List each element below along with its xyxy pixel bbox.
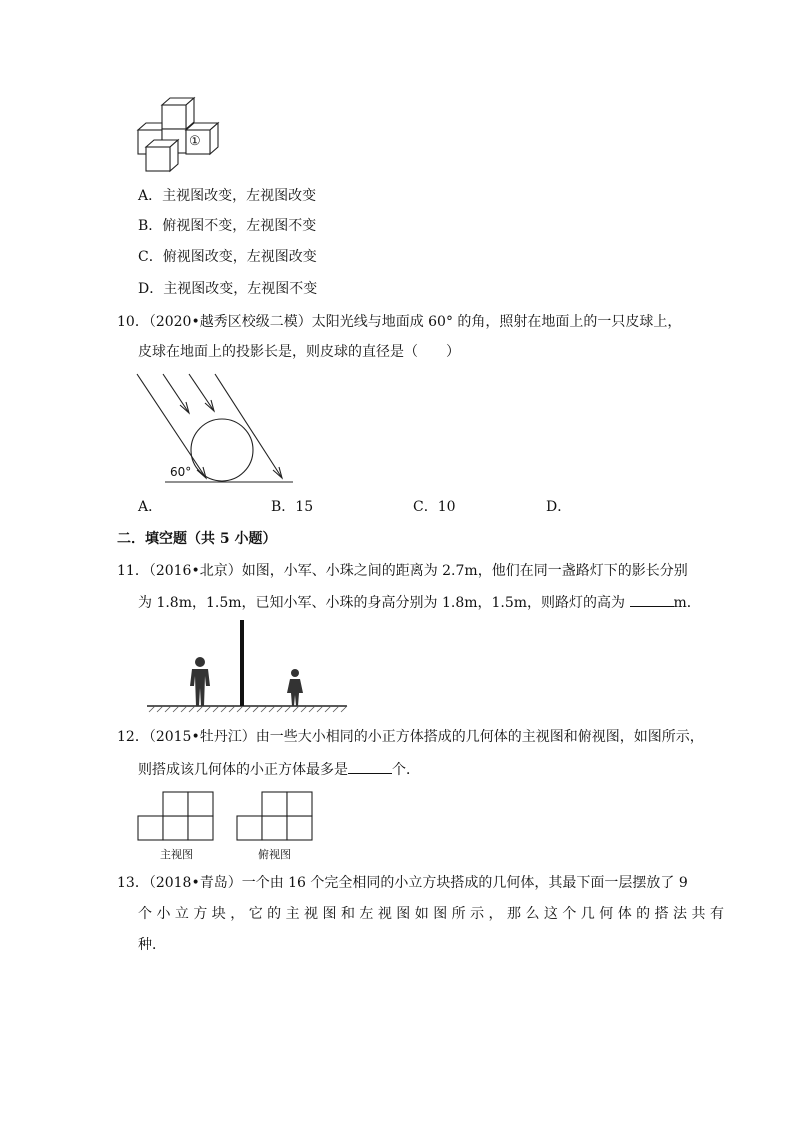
option-letter: B．	[271, 499, 296, 515]
q10-stem-line2: 皮球在地面上的投影长是，则皮球的直径是（ ）	[138, 344, 460, 360]
q12-unit: 个．	[392, 762, 420, 778]
option-text: 15	[295, 499, 314, 515]
option-text: 俯视图改变，左视图改变	[162, 249, 317, 265]
lamp-figure	[145, 618, 350, 716]
option-text: 主视图改变，左视图不变	[163, 281, 318, 297]
q9-option-b[interactable]	[138, 216, 316, 236]
q10-option-b[interactable]	[271, 497, 313, 517]
q10-option-d[interactable]	[546, 497, 571, 517]
q9-option-d[interactable]	[138, 279, 317, 299]
q11-stem-line1: 11．（2016•北京）如图，小军、小珠之间的距离为 2.7m，他们在同一盏路灯下的影长分别	[117, 563, 688, 579]
option-text: 俯视图不变，左视图不变	[162, 218, 317, 234]
q9-option-c[interactable]	[138, 247, 317, 267]
q12-stem-text: 则搭成该几何体的小正方体最多是	[138, 762, 348, 778]
q11-unit: m．	[673, 595, 701, 611]
angle-label: 60°	[170, 465, 192, 479]
q13-stem-line2: 个 小 立 方 块 ， 它 的 主 视 图 和 左 视 图 如 图 所 示 ， 那 么 这 个 几 何 体 的 搭 法 共 有	[138, 906, 724, 922]
option-letter: C．	[413, 499, 438, 515]
cube-stack-figure	[134, 97, 224, 183]
q9-option-a[interactable]	[138, 186, 316, 206]
option-letter: B．	[138, 218, 163, 234]
q10-option-c[interactable]	[413, 497, 456, 517]
q11-stem-line2	[138, 592, 701, 613]
answer-blank[interactable]	[630, 592, 674, 607]
top-view-caption: 俯视图	[258, 848, 291, 861]
option-text: 主视图改变，左视图改变	[162, 188, 317, 204]
option-letter: A．	[138, 188, 163, 204]
top-view-figure	[236, 790, 314, 842]
option-letter: A．	[138, 499, 163, 515]
q13-stem-line3: 种．	[138, 937, 166, 953]
q12-stem-line2	[138, 759, 420, 780]
front-view-caption: 主视图	[160, 848, 193, 861]
q13-stem-line1: 13．（2018•青岛）一个由 16 个完全相同的小立方块搭成的几何体，其最下面一层摆放了 9	[117, 875, 688, 891]
option-letter: D．	[546, 499, 572, 515]
q10-stem-line1: 10．（2020•越秀区校级二模）太阳光线与地面成 60° 的角，照射在地面上的一只皮球上，	[117, 314, 682, 330]
front-view-figure	[137, 790, 215, 842]
option-letter: C．	[138, 249, 163, 265]
q12-stem-line1: 12．（2015•牡丹江）由一些大小相同的小正方体搭成的几何体的主视图和俯视图，如图所示，	[117, 729, 704, 745]
section-title: 二．填空题（共 5 小题）	[117, 531, 277, 547]
q10-option-a[interactable]	[138, 497, 162, 517]
answer-blank[interactable]	[348, 759, 392, 774]
option-text: 10	[437, 499, 456, 515]
option-letter: D．	[138, 281, 164, 297]
cube-label-circled-one: ①	[189, 134, 201, 149]
sun-ball-figure	[135, 370, 305, 488]
q11-stem-text: 为 1.8m，1.5m，已知小军、小珠的身高分别为 1.8m，1.5m，则路灯的高为	[138, 595, 630, 611]
